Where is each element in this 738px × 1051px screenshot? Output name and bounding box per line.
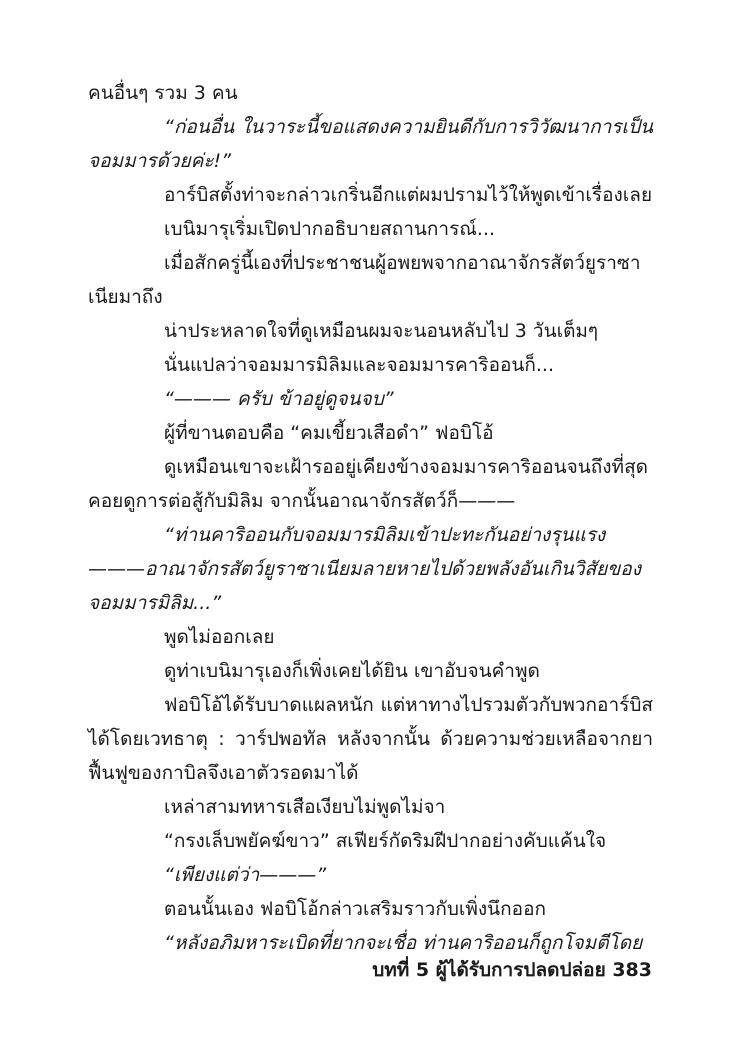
paragraph: น่าประหลาดใจที่ดูเหมือนผมจะนอนหลับไป 3 วันเต็มๆ <box>164 320 599 342</box>
body-text <box>88 76 653 960</box>
paragraph: “เพียงแต่ว่า———” <box>164 864 327 886</box>
paragraph: พูดไม่ออกเลย <box>164 626 275 648</box>
paragraph: ดูเหมือนเขาจะเฝ้ารออยู่เคียงข้างจอมมารคาริออนจนถึงที่สุดคอยดูการต่อสู้กับมิลิม จากนั้นอาณาจักรสัตว์ก็——— <box>88 456 648 512</box>
paragraph: “ท่านคาริออนกับจอมมารมิลิมเข้าปะทะกันอย่างรุนแรง———อาณาจักรสัตว์ยูราซาเนียมลายหายไปด้วยพลังอันเกินวิสัยของจอมมารมิลิม...” <box>88 524 641 614</box>
paragraph: “ก่อนอื่น ในวาระนี้ขอแสดงความยินดีกับการวิวัฒนาการเป็นจอมมารด้วยค่ะ!” <box>88 116 653 172</box>
paragraph: อาร์บิสตั้งท่าจะกล่าวเกริ่นอีกแต่ผมปรามไว้ให้พูดเข้าเรื่องเลย <box>164 184 653 206</box>
page-footer: บทที่ 5 ผู้ได้รับการปลดปล่อย 383 <box>372 959 652 981</box>
paragraph: เบนิมารุเริ่มเปิดปากอธิบายสถานการณ์... <box>164 218 496 240</box>
paragraph: เหล่าสามทหารเสือเงียบไม่พูดไม่จา <box>164 796 446 818</box>
paragraph: เมื่อสักครู่นี้เองที่ประชาชนผู้อพยพจากอาณาจักรสัตว์ยูราซาเนียมาถึง <box>88 252 641 308</box>
paragraph: “หลังอภิมหาระเบิดที่ยากจะเชื่อ ท่านคาริออนก็ถูกโจมตีโดย <box>164 932 643 954</box>
paragraph: นั่นแปลว่าจอมมารมิลิมและจอมมารคาริออนก็... <box>164 354 555 376</box>
paragraph: “——— ครับ ข้าอยู่ดูจนจบ” <box>164 388 394 410</box>
paragraph: ฟอบิโอ้ได้รับบาดแผลหนัก แต่หาทางไปรวมตัวกับพวกอาร์บิสได้โดยเวทธาตุ : วาร์ปพอทัล หลังจากนั้น ด้วยความช่วยเหลือจากยาฟื้นฟูของกาบิลจึงเอาตัวรอดมาได้ <box>88 694 653 784</box>
paragraph: “กรงเล็บพยัคฆ์ขาว” สเฟียร์กัดริมฝีปากอย่างคับแค้นใจ <box>164 830 607 852</box>
paragraph: คนอื่นๆ รวม 3 คน <box>88 82 238 104</box>
paragraph: ตอนนั้นเอง ฟอบิโอ้กล่าวเสริมราวกับเพิ่งนึกออก <box>164 898 547 920</box>
paragraph: ดูท่าเบนิมารุเองก็เพิ่งเคยได้ยิน เขาอับจนคำพูด <box>164 660 540 682</box>
paragraph: ผู้ที่ขานตอบคือ “คมเขี้ยวเสือดำ” ฟอบิโอ้ <box>164 422 494 444</box>
